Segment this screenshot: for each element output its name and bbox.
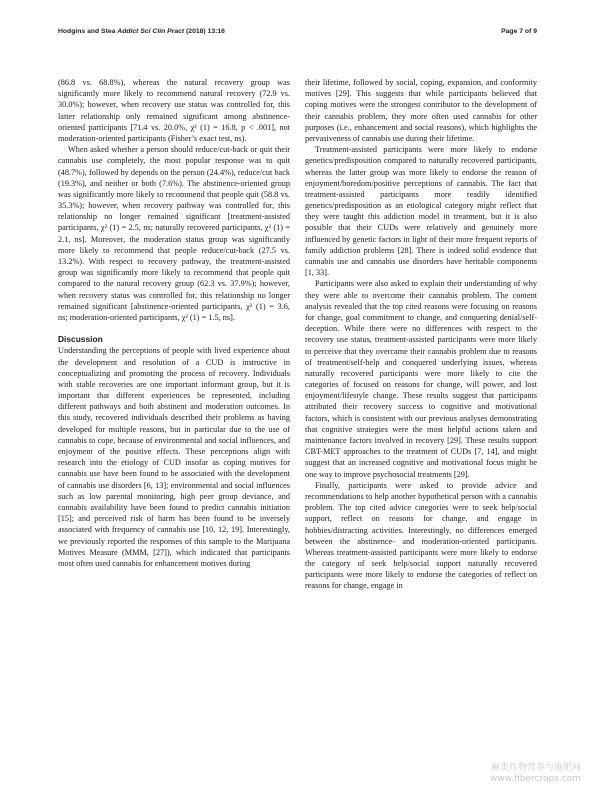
left-column: [58, 77, 290, 569]
paragraph: Treatment-assisted participants were more likely to endorse genetics/predisposition compared to naturally recovered participants, whereas the latter group was more likely to endorse the reason of enjoyment/boredom/positive perceptions of cannabis. The fact that treatment-assisted participants more readily identified genetics/predisposition as an etiological category might reflect that they were taught this addiction model in treatment, but it is also possible that their CUDs were relatively and genuinely more influenced by genetic factors in light of their more frequent reports of family addiction problems [28]. There is indeed solid evidence that cannabis use and cannabis use disorders have heritable components [1, 33].: [305, 145, 537, 278]
running-header: [58, 28, 537, 40]
header-citation: Hodgins and Stea Addict Sci Clin Pract (2018) 13:16: [58, 28, 225, 35]
paragraph: (86.8 vs. 68.8%), whereas the natural recovery group was significantly more likely to recommend natural recovery (72.9 vs. 30.0%); however, when recovery use status was controlled for, this latter relationship only remained significant among abstinence-oriented participants [71.4 vs. 20.0%, χ² (1) = 16.8, p < .001], not moderation-oriented participants (Fisher’s exact test, ns).: [58, 78, 290, 143]
right-column: [305, 77, 537, 592]
paragraph: Understanding the perceptions of people with lived experience about the development and resolution of a CUD is instructive in conceptualizing and promoting the process of recovery. Individuals with stable recoveries are one important informant group, but it is important that different experiences be represented, including different pathways and both abstinent and moderation outcomes. In this study, recovered individuals described their problems as having developed for multiple reasons, but in particular due to the use of cannabis to cope, because of environmental and social influences, and enjoyment of the positive effects. These perceptions align with research into the etiology of CUD insofar as coping motives for cannabis use have been found to be associated with the development of cannabis use disorders [6, 13]; environmental and social influences such as low parental monitoring, high peer group deviance, and cannabis availability have been found to predict cannabis initiation [15]; and perceived risk of harm has been found to be inversely associated with frequency of cannabis use [10, 12, 19]. Interestingly, we previously reported the responses of this sample to the Marijuana Motives Measure (MMM, [27]), which indicated that participants most often used cannabis for enhancement motives during: [58, 346, 290, 568]
watermark-line: www.fibercrops.com: [490, 774, 581, 784]
paragraph: Participants were also asked to explain their understanding of why they were able to overcome their cannabis problem. The content analysis revealed that the top cited reasons were focusing on reasons for change, goal commitment to change, and conquering denial/self-deception. While there were no differences with respect to the recovery use status, treatment-assisted participants were more likely to perceive that they overcame their cannabis problem due to reasons of treatment/self-help and conquered underlying issues, whereas naturally recovered participants were more likely to cite the categories of focused on reasons for change, will power, and lost enjoyment/lifestyle change. These results suggest that participants attributed their recovery success to cognitive and motivational factors, which is consistent with our previous analyses demonstrating that cognitive strategies were the most helpful actions taken and maintenance factors involved in recovery [29]. These results support CBT-MET approaches to the treatment of CUDs [7, 14], and might suggest that an increased cognitive and motivational focus might be one way to improve psychosocial treatments [29].: [305, 279, 537, 479]
paragraph: their lifetime, followed by social, coping, expansion, and conformity motives [29]. This suggests that while participants believed that coping motives were the strongest contributor to the development of their cannabis problem, they more often used cannabis for other purposes (i.e., enhancement and social reasons), which highlights the pervasiveness of cannabis use during their lifetime.: [305, 78, 537, 143]
watermark-line: 麻类作物营养与施肥网: [490, 763, 581, 773]
page-number: Page 7 of 9: [501, 28, 537, 35]
section-heading: Discussion: [58, 334, 103, 345]
paragraph: Finally, participants were asked to provide advice and recommendations to help another hypothetical person with a cannabis problem. The top cited advice categories were to seek help/social support, reflect on reasons for change, and engage in hobbies/distracting activities. Interestingly, no differences emerged between the abstinence- and moderation-oriented participants. Whereas treatment-assisted participants were more likely to endorse the category of seek help/social support naturally recovered participants were more likely to endorse the categories of reflect on reasons for change, engage in: [305, 480, 537, 591]
watermark: [490, 763, 581, 785]
paragraph: When asked whether a person should reduce/cut-back or quit their cannabis use completely, the most popular response was to quit (48.7%), followed by depends on the person (24.4%), reduce/cut back (19.3%), and neither or both (7.6%). The abstinence-oriented group was significantly more likely to recommend that people quit (58.8 vs. 35.3%); however, when recovery pathway was controlled for, this relationship no longer remained significant [treatment-assisted participants, χ² (1) = 2.5, ns; naturally recovered participants, χ² (1) = 2.1, ns]. Moreover, the moderation status group was significantly more likely to recommend that people reduce/cut-back (27.5 vs. 13.2%). With respect to recovery pathway, the treatment-assisted group was significantly more likely to recommend that people quit compared to the natural recovery group (62.3 vs. 37.9%); however, when recovery status was controlled for, this relationship no longer remained significant [abstinence-oriented participants, χ² (1) = 3.6, ns; moderation-oriented participants, χ² (1) = 1.5, ns].: [58, 145, 290, 322]
